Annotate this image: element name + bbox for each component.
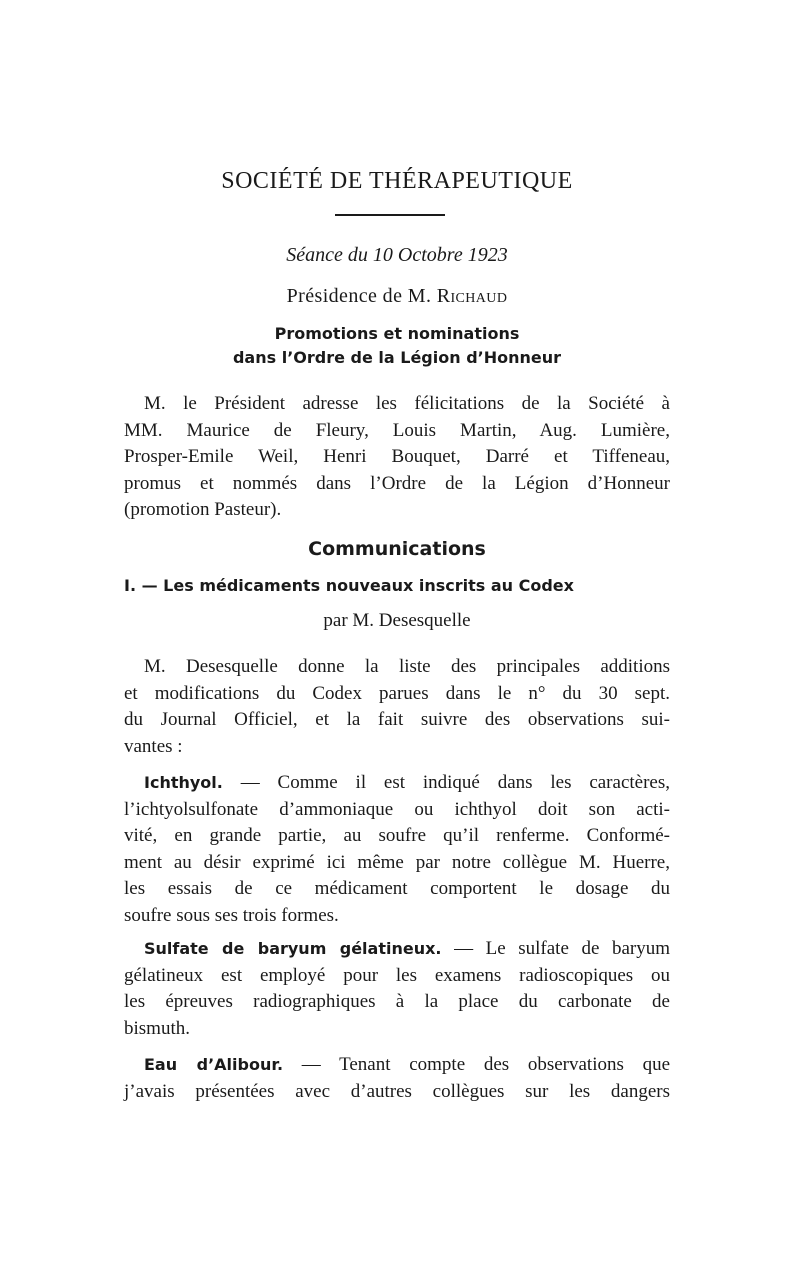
paragraph-line: MM. Maurice de Fleury, Louis Martin, Aug. Lumière, [124,419,670,441]
sulfate-paragraph [124,936,670,1042]
promotions-heading-line2: dans l’Ordre de la Légion d’Honneur [232,348,562,367]
ichthyol-lead: Ichthyol. [144,773,223,792]
paragraph-line: gélatineux est employé pour les examens radioscopiques ou [124,964,670,986]
author-line: par M. Desesquelle [323,610,471,631]
paragraph-line: (promotion Pasteur). [124,499,282,520]
paragraph-line: Sulfate de baryum gélatineux. — Le sulfate de baryum [144,938,671,959]
promotions-paragraph [124,391,670,524]
paragraph-line: les épreuves radiographiques à la place du carbonate de [124,991,670,1012]
paragraph-line: Ichthyol. — Comme il est indiqué dans les caractères, [144,772,670,793]
paragraph-line: M. le Président adresse les félicitations de la Société à [144,393,670,414]
paragraph-line: vité, en grande partie, au soufre qu’il renferme. Conformé- [124,825,670,846]
president-name: Richaud [436,285,508,307]
eau-lead: Eau d’Alibour. [144,1055,284,1074]
paragraph-line: j’avais présentées avec d’autres collègues sur les dangers [124,1080,670,1102]
paragraph-line: du Journal Officiel, et la fait suivre des observations sui- [124,709,670,730]
promotions-heading-line1: Promotions et nominations [274,324,520,343]
page-title: SOCIÉTÉ DE THÉRAPEUTIQUE [221,168,573,194]
paragraph-line: Eau d’Alibour. — Tenant compte des observations que [144,1054,671,1075]
paragraph-line: l’ichtyolsulfonate d’ammoniaque ou ichthyol doit son acti- [124,798,670,820]
paragraph-line: les essais de ce médicament comportent le dosage du [124,878,670,899]
paragraph-line: ment au désir exprimé ici même par notre collègue M. Huerre, [124,851,670,873]
eau-paragraph [124,1052,670,1105]
intro-paragraph [124,654,670,760]
paragraph-line: promus et nommés dans l’Ordre de la Légion d’Honneur [124,472,670,494]
session-date: Séance du 10 Octobre 1923 [286,244,508,266]
paragraph-line: et modifications du Codex parues dans le n° du 30 sept. [124,682,670,704]
paragraph-line: soufre sous ses trois formes. [124,904,339,926]
communications-heading: Communications [308,538,486,560]
title-rule [335,214,445,216]
paragraph-line: bismuth. [124,1017,190,1039]
ichthyol-paragraph [124,770,670,929]
sulfate-lead: Sulfate de baryum gélatineux. [144,939,442,958]
paragraph-line: M. Desesquelle donne la liste des principales additions [144,656,670,677]
section-title: I. — Les médicaments nouveaux inscrits au Codex [124,576,574,595]
paragraph-line: Prosper-Emile Weil, Henri Bouquet, Darré et Tiffeneau, [124,446,670,467]
presidency-line [124,285,670,308]
paragraph-line: vantes : [124,735,183,757]
presidency-prefix: Présidence de M. [286,285,437,307]
